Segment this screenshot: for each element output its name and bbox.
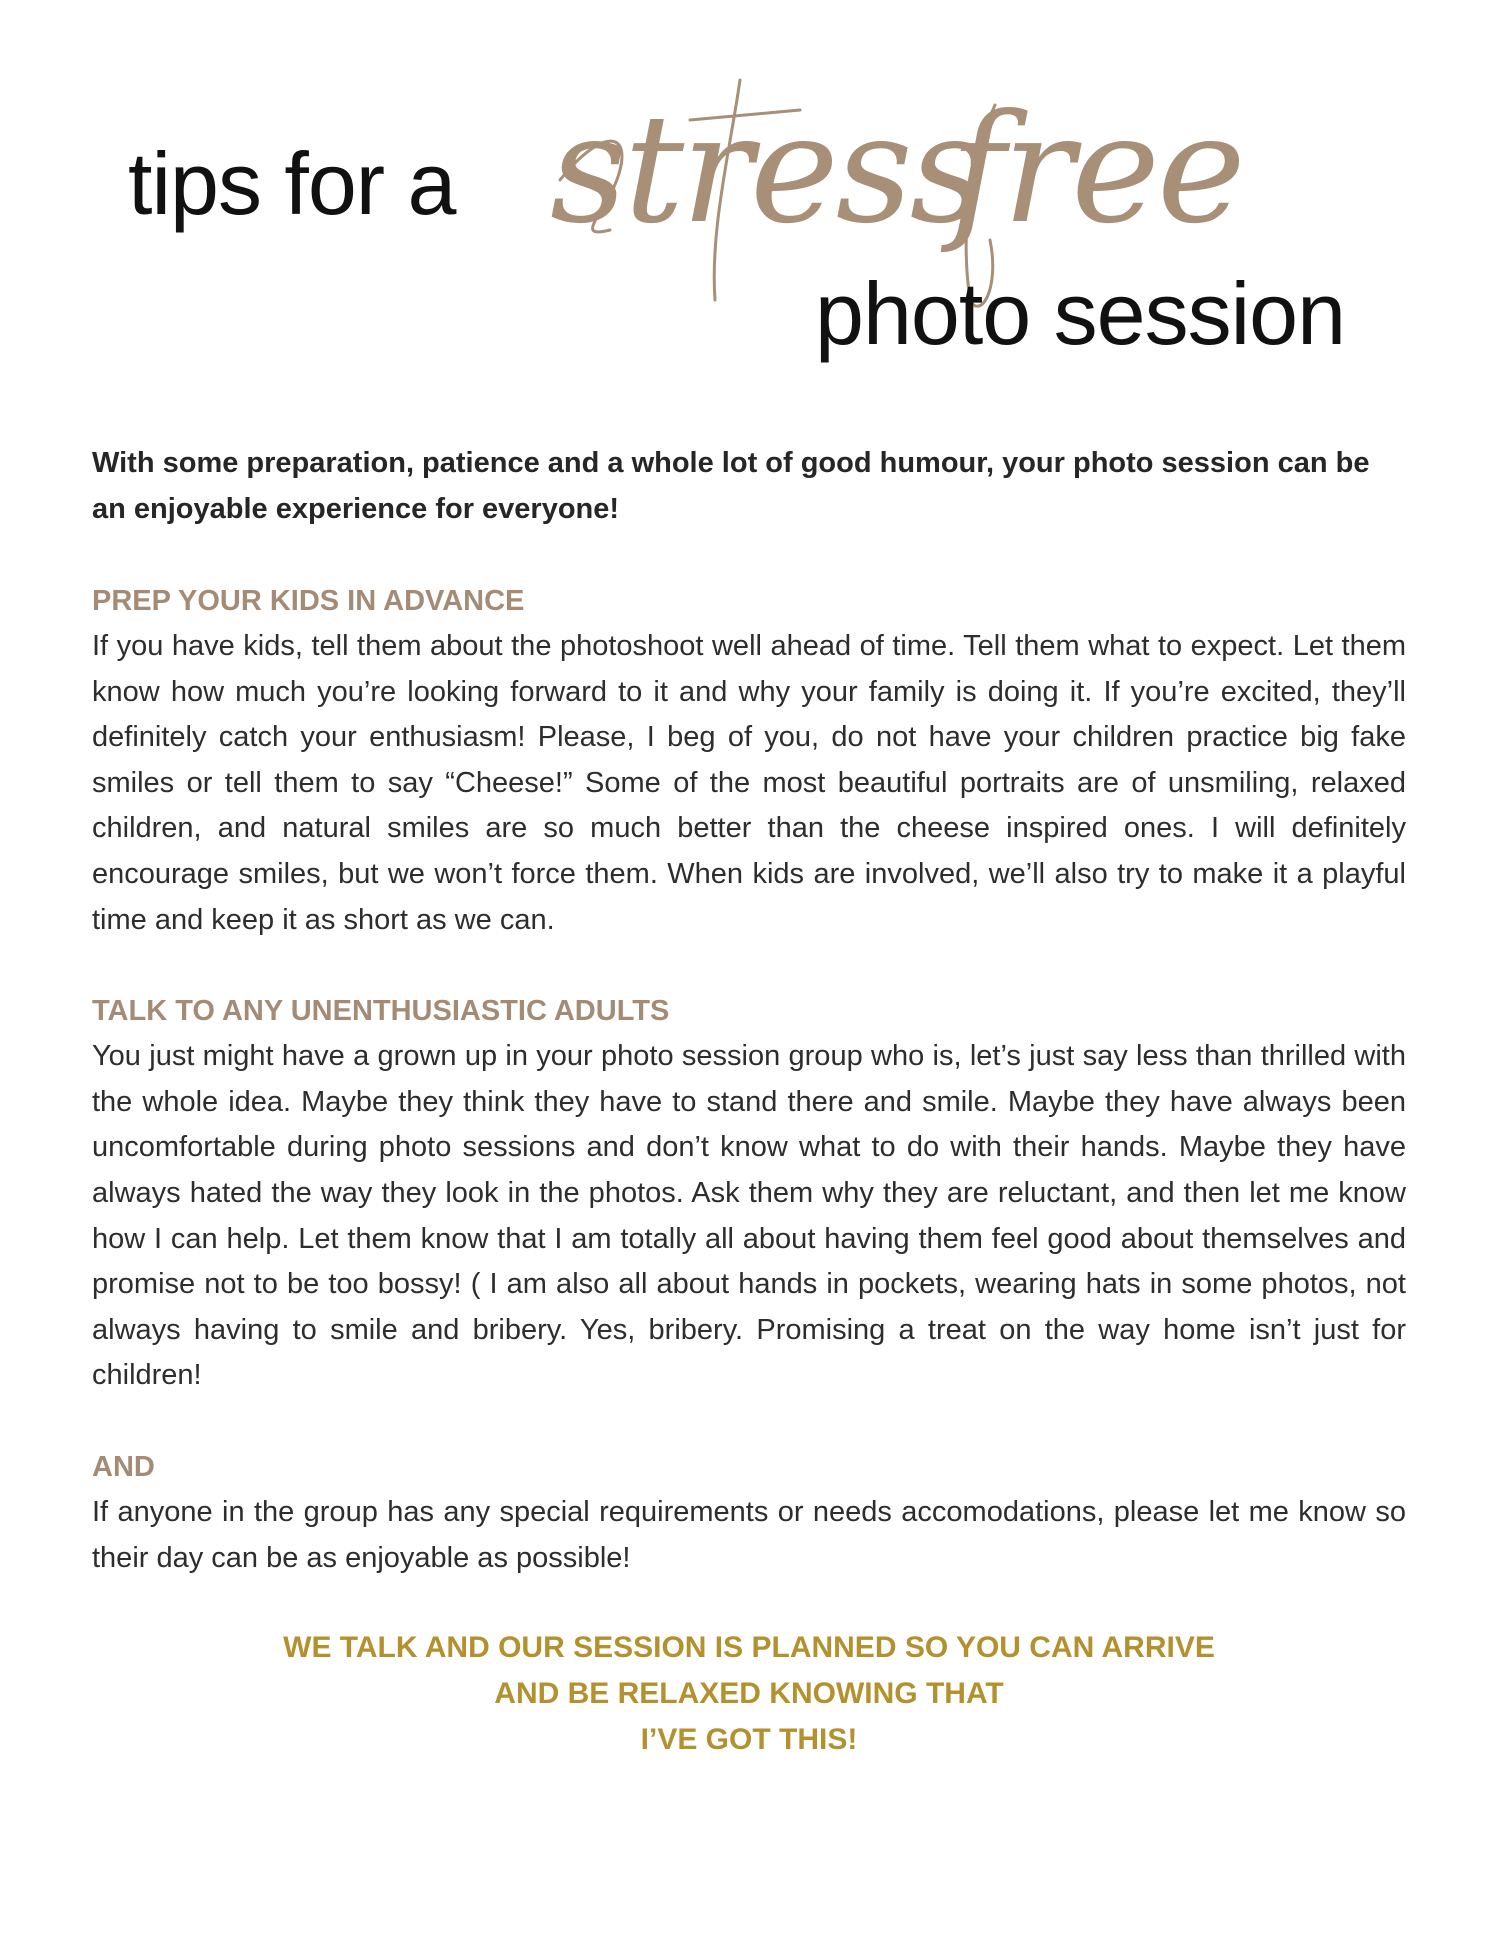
- section-prep-kids: [92, 578, 1406, 943]
- section-unenthusiastic-adults: [92, 988, 1406, 1399]
- section-heading: TALK TO ANY UNENTHUSIASTIC ADULTS: [92, 995, 670, 1028]
- title-tips-for-a: tips for a: [128, 134, 456, 233]
- section-body: You just might have a grown up in your photo session group who is, let’s just say less than thrilled with the whole idea. Maybe they think they have to stand there and smile. Maybe they have always been uncomfortable during photo sessions and don’t know what to do with their hands. Maybe they have always hated the way they look in the photos. Ask them why they are reluctant, and then let me know how I can help. Let them know that I am totally all about having them feel good about themselves and promise not to be too bossy! ( I am also all about hands in pockets, wearing hats in some photos, not always having to smile and bribery. Yes, bribery. Promising a treat on the way home isn’t just for children!: [92, 1040, 1406, 1392]
- closing-line: I’VE GOT THIS!: [640, 1723, 858, 1756]
- title-photo-session: photo session: [815, 264, 1346, 363]
- section-and: [92, 1444, 1406, 1581]
- closing-line: WE TALK AND OUR SESSION IS PLANNED SO YOU CAN ARRIVE: [283, 1631, 1215, 1664]
- main-content: [92, 440, 1406, 1626]
- script-word-stress: stress: [550, 83, 984, 257]
- closing-line: AND BE RELAXED KNOWING THAT: [494, 1677, 1004, 1710]
- script-word-free: free: [950, 83, 1243, 257]
- closing-statement: [92, 1625, 1406, 1763]
- intro-paragraph: With some preparation, patience and a whole lot of good humour, your photo session can be an enjoyable experience for everyone!: [92, 447, 1370, 525]
- section-body: If anyone in the group has any special requirements or needs accomodations, please let me know so their day can be as enjoyable as possible!: [92, 1495, 1406, 1574]
- section-heading: AND: [92, 1450, 155, 1483]
- section-body: If you have kids, tell them about the photoshoot well ahead of time. Tell them what to expect. Let them know how much you’re looking forward to it and why your family is doing it. If you’re excited, they’ll definitely catch your enthusiasm! Please, I beg of you, do not have your children practice big fake smiles or tell them to say “Cheese!” Some of the most beautiful portraits are of unsmiling, relaxed children, and natural smiles are so much better than the cheese inspired ones. I will definitely encourage smiles, but we won’t force them. When kids are involved, we’ll also try to make it a playful time and keep it as short as we can.: [92, 630, 1406, 936]
- section-heading: PREP YOUR KIDS IN ADVANCE: [92, 585, 525, 617]
